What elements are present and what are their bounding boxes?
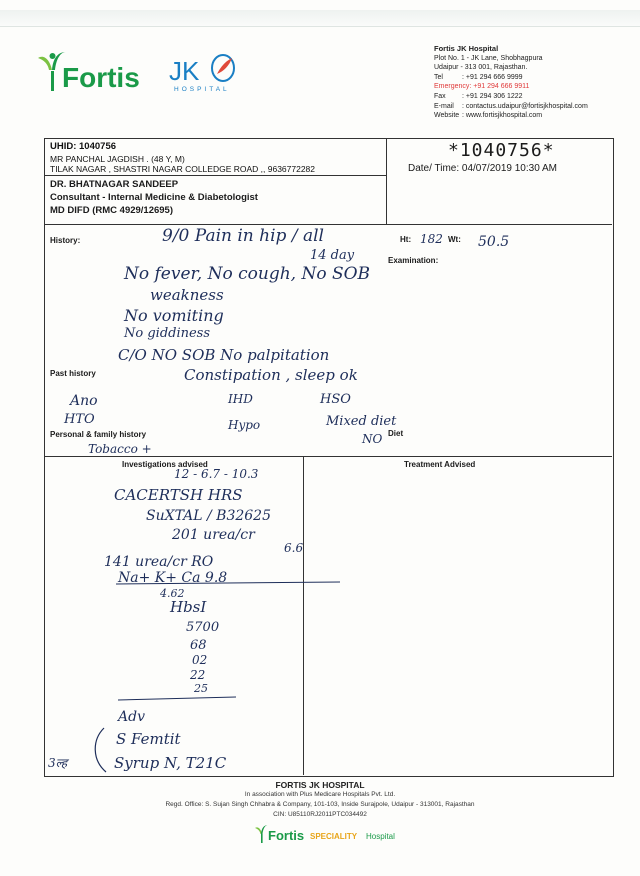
past-history-entry: HSO (320, 392, 351, 407)
footer-title: FORTIS JK HOSPITAL (275, 780, 365, 790)
past-history-entry: Hypo (228, 418, 261, 432)
investigation-line: 141 urea/cr RO (104, 554, 214, 570)
treatment-label: Treatment Advised (404, 460, 476, 469)
svg-text:Hospital: Hospital (366, 832, 395, 841)
investigation-line: HbsI (170, 598, 207, 616)
history-line: No vomiting (124, 306, 224, 325)
fax-value: : +91 294 306 1222 (462, 92, 523, 100)
investigation-line: SuXTAL / B32625 (146, 508, 271, 524)
address-line-2: Udaipur - 313 001, Rajasthan. (434, 64, 528, 72)
investigation-line: 5700 (186, 620, 220, 635)
investigation-line: Na+ K+ Ca 9.8 (118, 570, 228, 586)
advice-bracket-stroke (95, 728, 106, 772)
past-history-entry: Ano (70, 393, 98, 409)
history-line: 9/0 Pain in hip / all (162, 226, 324, 246)
weight-label: Wt: (448, 235, 461, 244)
history-line: No fever, No cough, No SOB (124, 264, 371, 284)
footer-line-3: CIN: U85110RJ2011PTC034492 (273, 811, 367, 818)
past-history-entry: HTO (64, 412, 95, 427)
tel-label: Tel (434, 73, 443, 81)
height-value: 182 (420, 232, 443, 246)
investigation-line: 02 (192, 653, 208, 667)
advice-line: Adv (118, 709, 145, 725)
tel-value: : +91 294 666 9999 (462, 73, 523, 81)
hospital-name: Fortis JK Hospital (434, 44, 499, 53)
emergency-value: : +91 294 666 9911 (469, 83, 530, 91)
address-line-1: Plot No. 1 - JK Lane, Shobhagpura (434, 54, 543, 62)
doctor-qualification: MD DIFD (RMC 4929/12695) (50, 205, 174, 216)
investigation-line: 25 (194, 682, 208, 695)
svg-text:JK: JK (169, 56, 200, 86)
patient-name: MR PANCHAL JAGDISH . (48 Y, M) (50, 154, 185, 164)
history-line: No giddiness (124, 326, 211, 341)
svg-text:SPECIALITY: SPECIALITY (310, 832, 358, 841)
doctor-name: DR. BHATNAGAR SANDEEP (50, 179, 179, 190)
footer-line-2: Regd. Office: S. Sujan Singh Chhabra & Company, 101-103, Inside Surajpole, Udaipur - 313001, Rajasthan (165, 801, 475, 808)
underline-stroke (116, 582, 340, 584)
investigation-line: 6.6 (284, 541, 304, 555)
advice-line: S Femtit (116, 730, 181, 748)
svg-text:Fortis: Fortis (268, 828, 305, 843)
emergency-label: Emergency (434, 83, 470, 91)
history-line: 14 day (310, 248, 355, 263)
investigation-line: 201 urea/cr (172, 527, 255, 543)
examination-label: Examination: (388, 256, 439, 265)
email-value: : contactus.udaipur@fortisjkhospital.com (462, 102, 588, 110)
diet-entry: NO (362, 432, 383, 446)
investigation-line: 22 (190, 668, 206, 682)
investigation-line: 4.62 (160, 587, 185, 600)
website-label: Website (434, 112, 460, 120)
history-line: weakness (150, 286, 224, 304)
advice-line: Syrup N, T21C (114, 754, 227, 772)
visit-datetime: Date/ Time: 04/07/2019 10:30 AM (408, 163, 557, 174)
past-history-entry: IHD (228, 392, 253, 406)
diet-label: Diet (388, 429, 404, 438)
doctor-designation: Consultant - Internal Medicine & Diabetologist (50, 192, 258, 203)
investigation-line: CACERTSH HRS (114, 486, 243, 504)
diet-entry: Mixed diet (326, 414, 397, 429)
svg-text:Fortis: Fortis (62, 62, 140, 93)
fortis-emblem-small-icon (255, 825, 268, 843)
uhid-label: UHID: 1040756 (50, 141, 117, 152)
personal-history-entry: Tobacco + (88, 442, 152, 456)
footer-line-1: In association with Plus Medicare Hospitals Pvt. Ltd. (244, 791, 396, 798)
history-line: Constipation , sleep ok (184, 366, 358, 384)
investigation-line: 12 - 6.7 - 10.3 (174, 467, 259, 481)
patient-address: TILAK NAGAR , SHASTRI NAGAR COLLEDGE ROAD ,, 9636772282 (50, 164, 316, 174)
email-label: E-mail (434, 102, 454, 110)
fortis-speciality-logo (254, 822, 404, 844)
history-line: C/O NO SOB No palpitation (118, 346, 330, 364)
past-history-label: Past history (50, 369, 96, 378)
investigation-line: 68 (190, 638, 207, 653)
uhid-barcode-text: *1040756* (448, 140, 555, 161)
advice-margin-note: 3ल्ह (48, 756, 68, 770)
weight-value: 50.5 (478, 234, 510, 250)
svg-text:HOSPITAL: HOSPITAL (174, 86, 230, 93)
footer (0, 780, 640, 820)
website-value: : www.fortisjkhospital.com (462, 112, 543, 120)
history-label: History: (50, 236, 81, 245)
fax-label: Fax (434, 92, 446, 100)
investigations-label: Investigations advised (122, 460, 208, 469)
height-label: Ht: (400, 235, 412, 244)
personal-family-history-label: Personal & family history (50, 430, 147, 439)
underline-stroke (118, 697, 236, 700)
